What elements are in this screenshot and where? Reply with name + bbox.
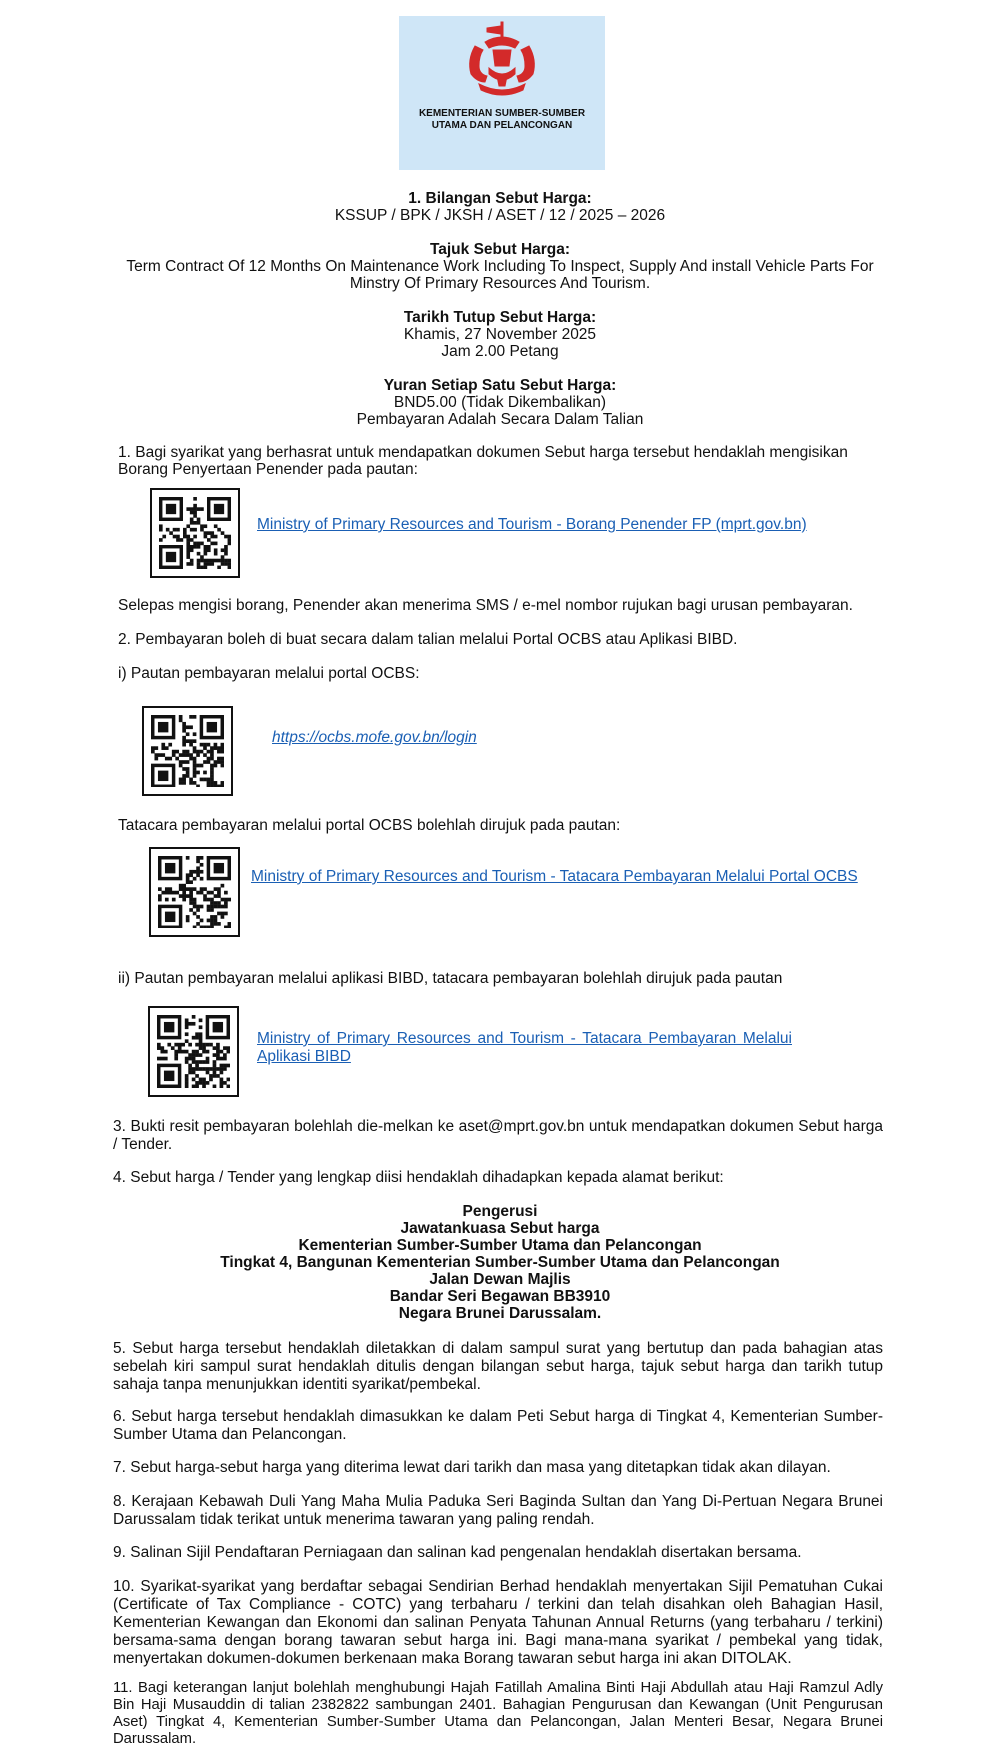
link-tatacara-bibd[interactable]: Ministry of Primary Resources and Tourism - Tatacara Pembayaran Melalui Aplikasi BIBD [257, 1030, 792, 1065]
para-7: 7. Sebut harga-sebut harga yang diterima lewat dari tarikh dan masa yang ditetapkan tidak akan dilayan. [113, 1459, 831, 1476]
address-line-7: Negara Brunei Darussalam. [398, 1305, 602, 1322]
address-line-3: Kementerian Sumber-Sumber Utama dan Pelancongan [298, 1237, 702, 1254]
fee-value: BND5.00 (Tidak Dikembalikan) [393, 394, 607, 411]
para-1-line1: 1. Bagi syarikat yang berhasrat untuk mendapatkan dokumen Sebut harga tersebut hendaklah mengisikan [118, 444, 848, 461]
para-11: 11. Bagi keterangan lanjut bolehlah menghubungi Hajah Fatillah Amalina Binti Haji Abdullah atau Haji Ramzul Adly Bin Haji Musauddin di talian 2382822 sambungan 2401. Bahagian Pengurusan dan Kewangan (Unit Pengurusan Aset) Tingkat 4, Kementerian Sumber-Sumber Utama dan Pelancongan, Jalan Menteri Besar, Negara Brunei Darussalam. [113, 1680, 883, 1747]
ministry-logo [399, 16, 605, 170]
closing-date: Khamis, 27 November 2025 [403, 326, 597, 343]
link-ocbs-login[interactable]: https://ocbs.mofe.gov.bn/login [272, 729, 477, 746]
para-tatacara: Tatacara pembayaran melalui portal OCBS bolehlah dirujuk pada pautan: [118, 817, 621, 834]
qr-code-icon [150, 488, 240, 578]
para-2-i: i) Pautan pembayaran melalui portal OCBS: [118, 665, 420, 682]
logo-text: KEMENTERIAN SUMBER-SUMBER UTAMA DAN PELANCONGAN [418, 108, 586, 131]
para-after-form: Selepas mengisi borang, Penender akan menerima SMS / e-mel nombor rujukan bagi urusan pembayaran. [118, 597, 853, 614]
qr-code-icon [149, 847, 240, 937]
quote-number-value: KSSUP / BPK / JKSH / ASET / 12 / 2025 – 2026 [334, 207, 666, 224]
para-4: 4. Sebut harga / Tender yang lengkap diisi hendaklah dihadapkan kepada alamat berikut: [113, 1169, 724, 1186]
address-line-2: Jawatankuasa Sebut harga [400, 1220, 600, 1237]
para-6: 6. Sebut harga tersebut hendaklah dimasukkan ke dalam Peti Sebut harga di Tingkat 4, Kementerian Sumber-Sumber Utama dan Pelancongan. [113, 1408, 883, 1443]
para-8: 8. Kerajaan Kebawah Duli Yang Maha Mulia Paduka Seri Baginda Sultan dan Yang Di-Pertuan Negara Brunei Darussalam tidak terikat untuk menerima tawaran yang paling rendah. [113, 1493, 883, 1528]
para-1-line2: Borang Penyertaan Penender pada pautan: [118, 461, 418, 478]
link-tatacara-ocbs[interactable]: Ministry of Primary Resources and Tourism - Tatacara Pembayaran Melalui Portal OCBS [251, 868, 858, 885]
address-line-1: Pengerusi [462, 1203, 538, 1220]
fee-label: Yuran Setiap Satu Sebut Harga: [383, 377, 617, 394]
closing-label: Tarikh Tutup Sebut Harga: [403, 309, 597, 326]
address-line-5: Jalan Dewan Majlis [429, 1271, 571, 1288]
para-10: 10. Syarikat-syarikat yang berdaftar sebagai Sendirian Berhad hendaklah menyertakan Sijil Pematuhan Cukai (Certificate of Tax Compliance - COTC) yang terbaharu / terkini dan telah disahkan oleh Bahagian Hasil, Kementerian Kewangan dan Ekonomi dan salinan Penyata Tahunan Annual Returns (yang terbaharu / terkini) bersama-sama dengan borang tawaran sebut harga ini. Bagi mana-mana syarikat / pembekal yang tidak, menyertakan dokumen-dokumen berkenaan maka Borang tawaran sebut harga ini akan DITOLAK. [113, 1578, 883, 1667]
quote-title-line2: Minstry Of Primary Resources And Tourism. [349, 275, 651, 292]
quote-title-line1: Term Contract Of 12 Months On Maintenance Work Including To Inspect, Supply And install Vehicle Parts For [126, 258, 874, 275]
quote-title-label: Tajuk Sebut Harga: [429, 241, 571, 258]
para-2-ii: ii) Pautan pembayaran melalui aplikasi BIBD, tatacara pembayaran bolehlah dirujuk pada pautan [118, 970, 783, 987]
brunei-crest-icon [457, 20, 547, 108]
quote-number-label: 1. Bilangan Sebut Harga: [408, 190, 592, 207]
closing-time: Jam 2.00 Petang [441, 343, 559, 360]
address-line-4: Tingkat 4, Bangunan Kementerian Sumber-Sumber Utama dan Pelancongan [220, 1254, 780, 1271]
para-9: 9. Salinan Sijil Pendaftaran Perniagaan dan salinan kad pengenalan hendaklah disertakan bersama. [113, 1544, 802, 1561]
fee-note: Pembayaran Adalah Secara Dalam Talian [356, 411, 644, 428]
qr-code-icon [148, 1006, 239, 1097]
link-borang-penender[interactable]: Ministry of Primary Resources and Tourism - Borang Penender FP (mprt.gov.bn) [257, 516, 807, 533]
address-line-6: Bandar Seri Begawan BB3910 [389, 1288, 611, 1305]
para-5: 5. Sebut harga tersebut hendaklah diletakkan di dalam sampul surat yang bertutup dan pada bahagian atas sebelah kiri sampul surat hendaklah ditulis dengan bilangan sebut harga, tajuk sebut harga dan tarikh tutup sahaja tanpa menunjukkan identiti syarikat/pembekal. [113, 1340, 883, 1393]
para-3: 3. Bukti resit pembayaran bolehlah die-melkan ke aset@mprt.gov.bn untuk mendapatkan dokumen Sebut harga / Tender. [113, 1118, 883, 1153]
qr-code-icon [142, 706, 233, 796]
para-2: 2. Pembayaran boleh di buat secara dalam talian melalui Portal OCBS atau Aplikasi BIBD. [118, 631, 738, 648]
